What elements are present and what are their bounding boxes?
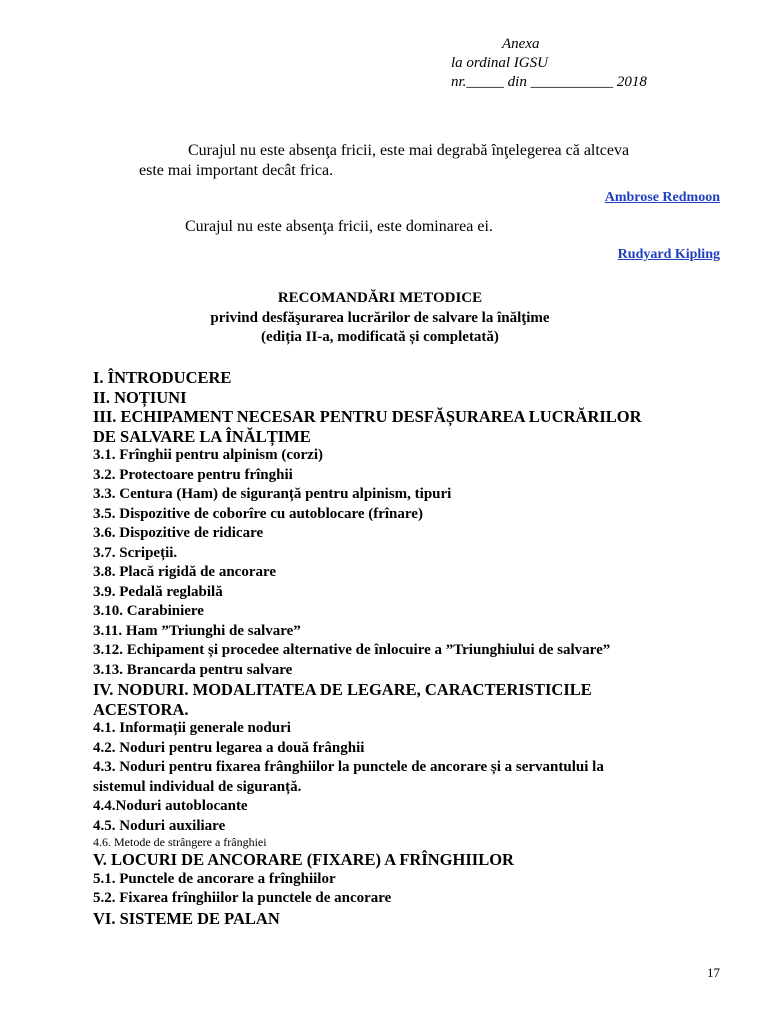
toc-item: DE SALVARE LA ÎNĂLȚIME [93, 426, 311, 446]
toc-item: 3.5. Dispozitive de coborîre cu autoblocare (frînare) [93, 505, 423, 522]
toc-item: 3.6. Dispozitive de ridicare [93, 525, 264, 541]
toc-item: 5.1. Punctele de ancorare a frînghiilor [93, 870, 336, 887]
toc-item: 3.3. Centura (Ham) de siguranță pentru alpinism, tipuri [93, 486, 452, 502]
toc-item: V. LOCURI DE ANCORARE (FIXARE) A FRÎNGHIILOR [93, 850, 514, 869]
document-title: RECOMANDĂRI METODICE [277, 290, 483, 306]
toc-item: 3.12. Echipament și procedee alternative de înlocuire a ”Triunghiului de salvare” [93, 642, 611, 658]
annex-label: Anexa [502, 36, 540, 52]
toc-item: 3.13. Brancarda pentru salvare [93, 661, 293, 678]
toc-item: 4.3. Noduri pentru fixarea frânghiilor la punctele de ancorare și a servantului la [93, 759, 604, 775]
toc-item: VI. SISTEME DE PALAN [93, 908, 280, 928]
quote-2-line-1: Curajul nu este absenţa fricii, este dominarea ei. [185, 218, 493, 235]
annex-number-date: nr._____ din ___________ 2018 [451, 74, 647, 90]
quote-2-author-link[interactable]: Rudyard Kipling [617, 247, 720, 262]
toc-item: 3.10. Carabiniere [93, 603, 204, 619]
toc-item: sistemul individual de siguranță. [93, 778, 302, 795]
toc-item: II. NOȚIUNI [93, 387, 187, 407]
toc-item: 4.1. Informații generale noduri [93, 720, 291, 736]
toc-item: 4.4.Noduri autoblocante [93, 798, 248, 814]
toc-item: 4.2. Noduri pentru legarea a două frânghii [93, 739, 365, 756]
toc-item: 3.9. Pedală reglabilă [93, 583, 223, 600]
page-number: 17 [707, 965, 720, 980]
toc-item: ACESTORA. [93, 699, 189, 719]
toc-item: I. ÎNTRODUCERE [93, 368, 232, 387]
toc-item: III. ECHIPAMENT NECESAR PENTRU DESFĂȘURAREA LUCRĂRILOR [93, 407, 642, 426]
toc-item: 3.1. Frînghii pentru alpinism (corzi) [93, 447, 323, 463]
toc-item: 3.2. Protectoare pentru frînghii [93, 466, 293, 483]
toc-item: 3.7. Scripeții. [93, 544, 178, 561]
toc-item: 4.6. Metode de strângere a frânghiei [93, 835, 267, 849]
toc-item: 3.11. Ham ”Triunghi de salvare” [93, 622, 301, 639]
toc-item: 4.5. Noduri auxiliare [93, 817, 226, 834]
quote-1-author-link[interactable]: Ambrose Redmoon [604, 190, 720, 205]
toc-item: IV. NODURI. MODALITATEA DE LEGARE, CARACTERISTICILE [93, 680, 592, 699]
quote-1-line-2: este mai important decât frica. [139, 162, 334, 179]
annex-order: la ordinal IGSU [451, 55, 548, 71]
table-of-contents [93, 368, 733, 928]
toc-item: 5.2. Fixarea frînghiilor la punctele de ancorare [93, 890, 392, 906]
document-edition: (ediția II-a, modificată și completată) [261, 329, 499, 345]
document-subtitle: privind desfăşurarea lucrărilor de salvare la înălţime [210, 310, 550, 326]
quote-1-line-1: Curajul nu este absenţa fricii, este mai degrabă înţelegerea că altceva [188, 142, 630, 159]
toc-item: 3.8. Placă rigidă de ancorare [93, 564, 277, 580]
